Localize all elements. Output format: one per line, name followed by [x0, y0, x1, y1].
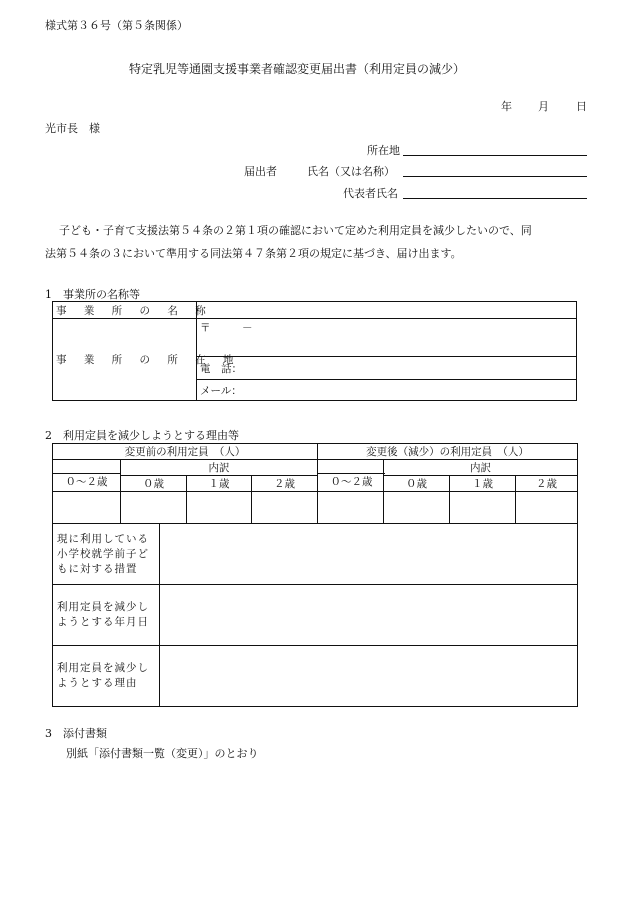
- before-age1-label: １歳: [187, 476, 252, 492]
- reduction-date-cell[interactable]: [160, 585, 578, 646]
- before-age2-value[interactable]: [252, 492, 318, 524]
- before-age0-value[interactable]: [121, 492, 187, 524]
- after-age1-value[interactable]: [450, 492, 516, 524]
- before-breakdown-label: 内訳: [121, 460, 318, 476]
- reduction-reason-cell[interactable]: [160, 646, 578, 707]
- location-field-line[interactable]: [403, 155, 587, 156]
- body-text-line-2: 法第５４条の３において準用する同法第４７条第２項の規定に基づき、届け出ます。: [45, 247, 462, 260]
- reduction-date-label: 利用定員を減少しようとする年月日: [53, 585, 160, 646]
- before-total-divider: [52, 473, 120, 474]
- current-children-measures-cell[interactable]: [160, 524, 578, 585]
- representative-field-line[interactable]: [403, 198, 587, 199]
- after-total-value[interactable]: [318, 492, 384, 524]
- after-age0-value[interactable]: [384, 492, 450, 524]
- before-age1-value[interactable]: [187, 492, 252, 524]
- after-age0-label: ０歳: [384, 476, 450, 492]
- before-age0-label: ０歳: [121, 476, 187, 492]
- postal-code-cell[interactable]: 〒 －: [197, 319, 577, 357]
- after-age2-label: ２歳: [516, 476, 578, 492]
- capacity-table: [52, 443, 578, 707]
- after-total-divider: [318, 473, 385, 474]
- before-total-label: ０～２歳: [65, 476, 108, 488]
- before-total-value[interactable]: [53, 492, 121, 524]
- current-children-measures-label: 現に利用している小学校就学前子どもに対する措置: [53, 524, 160, 585]
- applicant-heading: 届出者: [244, 165, 277, 178]
- section3-heading: 3 添付書類: [45, 727, 107, 740]
- facility-name-cell[interactable]: [197, 302, 577, 319]
- after-breakdown-label: 内訳: [384, 460, 578, 476]
- before-age2-label: ２歳: [252, 476, 318, 492]
- document-title: 特定乳児等通園支援事業者確認変更届出書（利用定員の減少）: [129, 62, 466, 76]
- reduction-reason-label: 利用定員を減少しようとする理由: [53, 646, 160, 707]
- facility-table: [52, 301, 577, 401]
- date-year-label: 年: [501, 100, 512, 113]
- location-label: 所在地: [367, 144, 400, 157]
- section2-heading: 2 利用定員を減少しようとする理由等: [45, 429, 239, 442]
- form-number: 様式第３６号（第５条関係）: [45, 19, 188, 32]
- section1-heading: 1 事業所の名称等: [45, 288, 140, 301]
- date-day-label: 日: [576, 100, 587, 113]
- phone-cell[interactable]: 電 話：: [197, 357, 577, 380]
- representative-label: 代表者氏名: [343, 187, 398, 200]
- email-cell[interactable]: メール：: [197, 380, 577, 401]
- date-month-label: 月: [538, 100, 549, 113]
- name-field-line[interactable]: [403, 176, 587, 177]
- after-capacity-header: 変更後（減少）の利用定員 （人）: [318, 444, 578, 460]
- body-text-line-1: 子ども・子育て支援法第５４条の２第１項の確認において定めた利用定員を減少したいので、同: [59, 224, 532, 237]
- after-age2-value[interactable]: [516, 492, 578, 524]
- after-total-label: ０～２歳: [330, 476, 373, 488]
- attachments-text: 別紙「添付書類一覧（変更）」のとおり: [66, 747, 259, 760]
- name-label: 氏名（又は名称）: [307, 165, 395, 178]
- facility-name-label: 事 業 所 の 名 称: [53, 302, 197, 319]
- facility-address-label: 事 業 所 の 所 在 地: [53, 319, 197, 401]
- before-capacity-header: 変更前の利用定員 （人）: [53, 444, 318, 460]
- after-age1-label: １歳: [450, 476, 516, 492]
- addressee: 光市長 様: [45, 122, 100, 135]
